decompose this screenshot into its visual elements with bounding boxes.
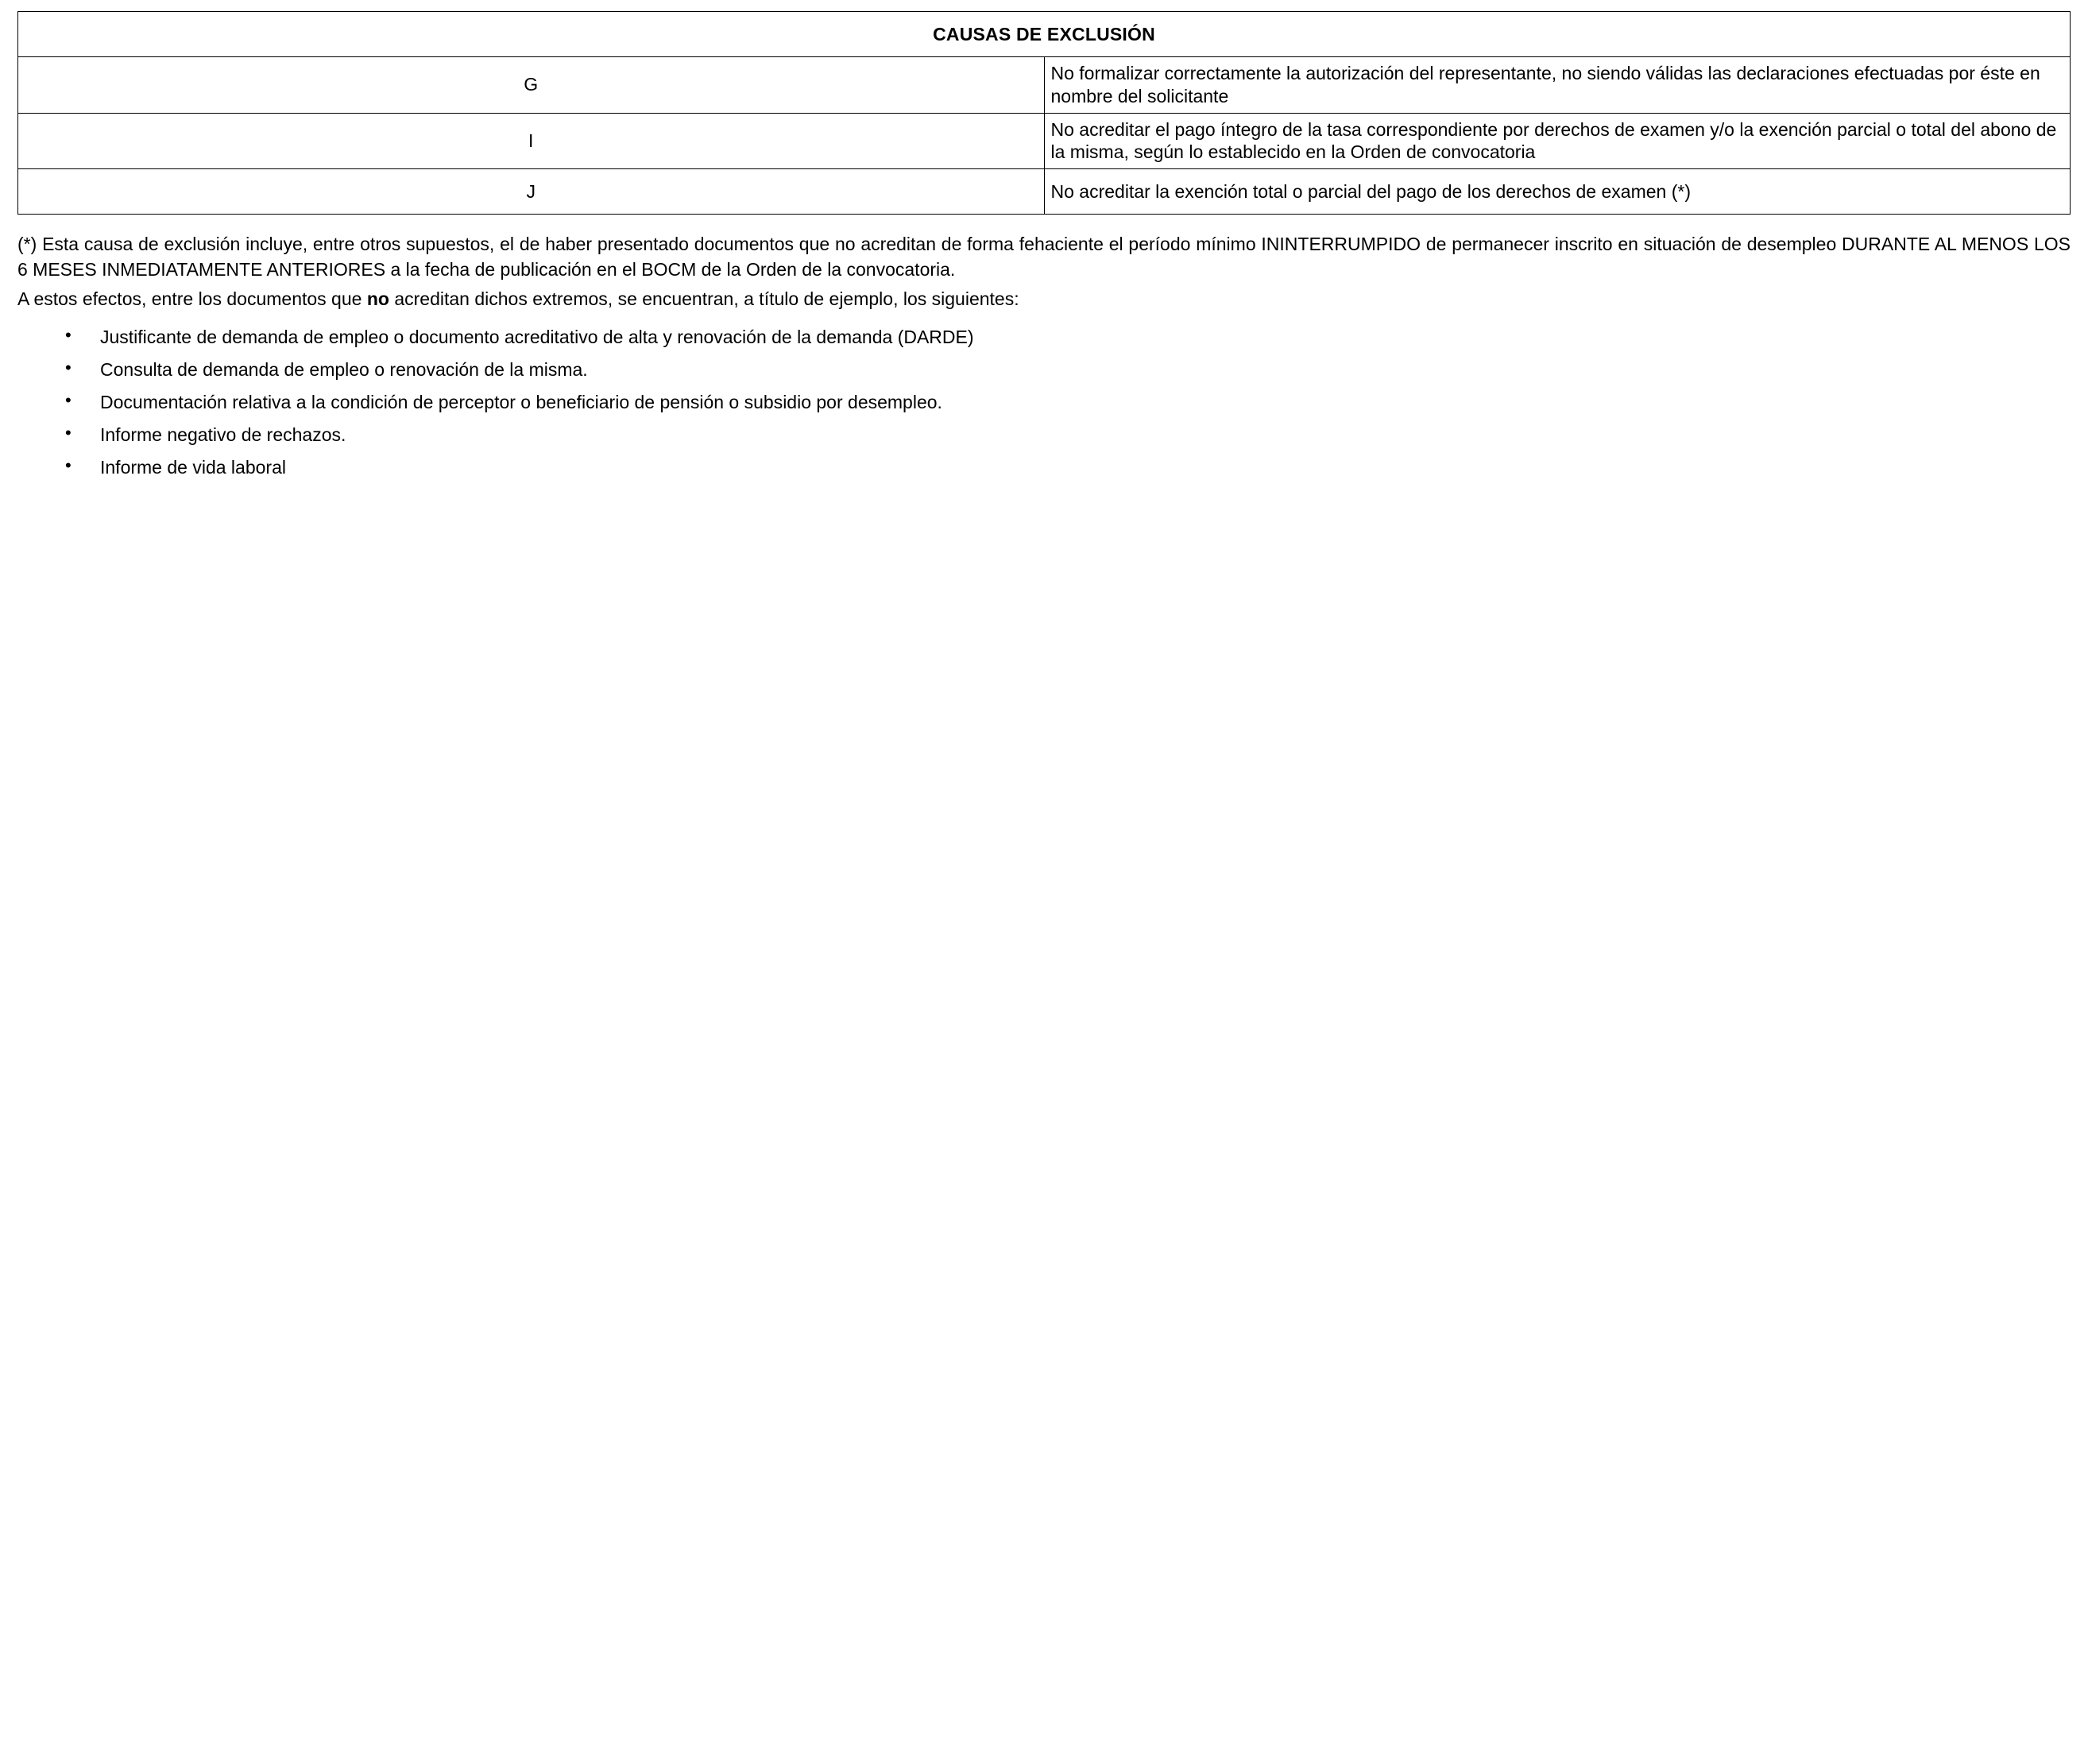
list-item: • Justificante de demanda de empleo o documento acreditativo de alta y renovación de la demanda (DARDE) (65, 328, 2071, 346)
list-item: • Documentación relativa a la condición de perceptor o beneficiario de pensión o subsidio por desempleo. (65, 393, 2071, 412)
row-description: No acreditar la exención total o parcial del pago de los derechos de examen (*) (1044, 169, 2071, 215)
exclusion-causes-table (17, 11, 2071, 215)
effects-note-part2: acreditan dichos extremos, se encuentran, a título de ejemplo, los siguientes: (389, 288, 1019, 310)
effects-note-part1: A estos efectos, entre los documentos que (17, 288, 367, 310)
effects-note-bold: no (366, 288, 389, 310)
row-code: J (18, 169, 1045, 215)
table-header-row (18, 12, 2071, 57)
row-description: No acreditar el pago íntegro de la tasa correspondiente por derechos de examen y/o la exención parcial o total del abono de la misma, según lo establecido en la Orden de convocatoria (1044, 113, 2071, 169)
table-row (18, 57, 2071, 114)
table-row (18, 113, 2071, 169)
row-description: No formalizar correctamente la autorización del representante, no siendo válidas las declaraciones efectuadas por éste en nombre del solicitante (1044, 57, 2071, 114)
list-item: • Consulta de demanda de empleo o renovación de la misma. (65, 361, 2071, 379)
list-item: • Informe de vida laboral (65, 458, 2071, 477)
list-item: • Informe negativo de rechazos. (65, 426, 2071, 444)
document-examples-list (17, 328, 2071, 477)
asterisk-note-emphasis: DURANTE AL MENOS LOS 6 MESES INMEDIATAMENTE ANTERIORES (17, 234, 2071, 280)
asterisk-note-part2: a la fecha de publicación en el BOCM de la Orden de la convocatoria. (385, 258, 956, 280)
table-header-title: CAUSAS DE EXCLUSIÓN (18, 12, 2071, 57)
row-code: G (18, 57, 1045, 114)
asterisk-note (17, 232, 2071, 282)
notes-block (17, 232, 2071, 312)
asterisk-note-part1: (*) Esta causa de exclusión incluye, entre otros supuestos, el de haber presentado documentos que no acreditan de forma fehaciente el período mínimo ININTERRUMPIDO de permanecer inscrito en situación de desempleo (17, 234, 1842, 254)
row-code: I (18, 113, 1045, 169)
table-row (18, 169, 2071, 215)
effects-note (17, 287, 2071, 312)
table-body (18, 12, 2071, 215)
